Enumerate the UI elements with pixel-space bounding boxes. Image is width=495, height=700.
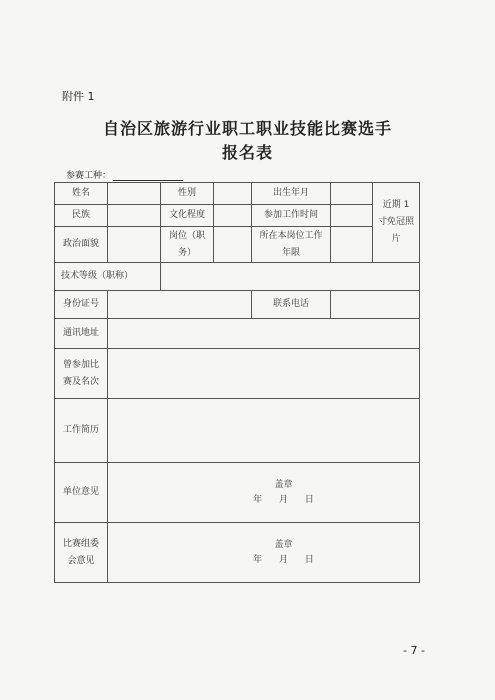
tech-level-label: 技术等级（职称） — [55, 263, 161, 291]
address-label: 通讯地址 — [55, 319, 108, 349]
id-number-label: 身份证号 — [55, 291, 108, 319]
unit-stamp-text: 盖章 — [274, 479, 293, 490]
craft-blank-line[interactable] — [113, 171, 183, 181]
photo-box[interactable] — [373, 183, 420, 263]
title-line-2: 报名表 — [221, 143, 273, 162]
page-number: - 7 - — [403, 644, 425, 657]
photo-label: 近期 1 寸免冠照片 — [377, 200, 414, 244]
attachment-label: 附件 1 — [62, 90, 95, 103]
years-label — [252, 227, 331, 263]
name-label: 姓名 — [55, 183, 108, 205]
title-line-1: 自治区旅游行业职工职业技能比赛选手 — [102, 119, 392, 138]
work-start-value[interactable] — [331, 205, 373, 227]
resume-label: 工作简历 — [55, 399, 108, 463]
resume-value[interactable] — [108, 399, 420, 463]
gender-value[interactable] — [214, 183, 252, 205]
phone-label: 联系电话 — [252, 291, 331, 319]
unit-opinion-label: 单位意见 — [55, 463, 108, 523]
competitions-value[interactable] — [108, 349, 420, 399]
work-start-label: 参加工作时间 — [252, 205, 331, 227]
committee-stamp-text: 盖章 — [274, 539, 293, 550]
position-label — [161, 227, 214, 263]
birth-label: 出生年月 — [252, 183, 331, 205]
committee-opinion-label-text: 比赛组委会意见 — [63, 538, 100, 566]
committee-opinion-label — [55, 523, 108, 583]
competitions-label — [55, 349, 108, 399]
address-value[interactable] — [108, 319, 420, 349]
years-label-text: 所在本岗位工作年限 — [259, 230, 323, 258]
position-value[interactable] — [214, 227, 252, 263]
registration-form-table — [54, 182, 420, 583]
committee-opinion-value[interactable] — [108, 523, 420, 583]
craft-label: 参赛工种： — [66, 171, 112, 181]
ethnicity-label: 民族 — [55, 205, 108, 227]
unit-opinion-value[interactable] — [108, 463, 420, 523]
political-value[interactable] — [108, 227, 161, 263]
political-label: 政治面貌 — [55, 227, 108, 263]
committee-date-text: 年 月 日 — [253, 554, 314, 565]
unit-date-text: 年 月 日 — [253, 494, 314, 505]
name-value[interactable] — [108, 183, 161, 205]
ethnicity-value[interactable] — [108, 205, 161, 227]
position-label-text: 岗位（职务） — [168, 230, 205, 258]
education-label: 文化程度 — [161, 205, 214, 227]
gender-label: 性别 — [161, 183, 214, 205]
phone-value[interactable] — [331, 291, 420, 319]
craft-field — [66, 168, 183, 181]
tech-level-value[interactable] — [161, 263, 420, 291]
id-number-value[interactable] — [108, 291, 252, 319]
birth-value[interactable] — [331, 183, 373, 205]
years-value[interactable] — [331, 227, 373, 263]
competitions-label-text: 曾参加比赛及名次 — [63, 359, 100, 387]
education-value[interactable] — [214, 205, 252, 227]
